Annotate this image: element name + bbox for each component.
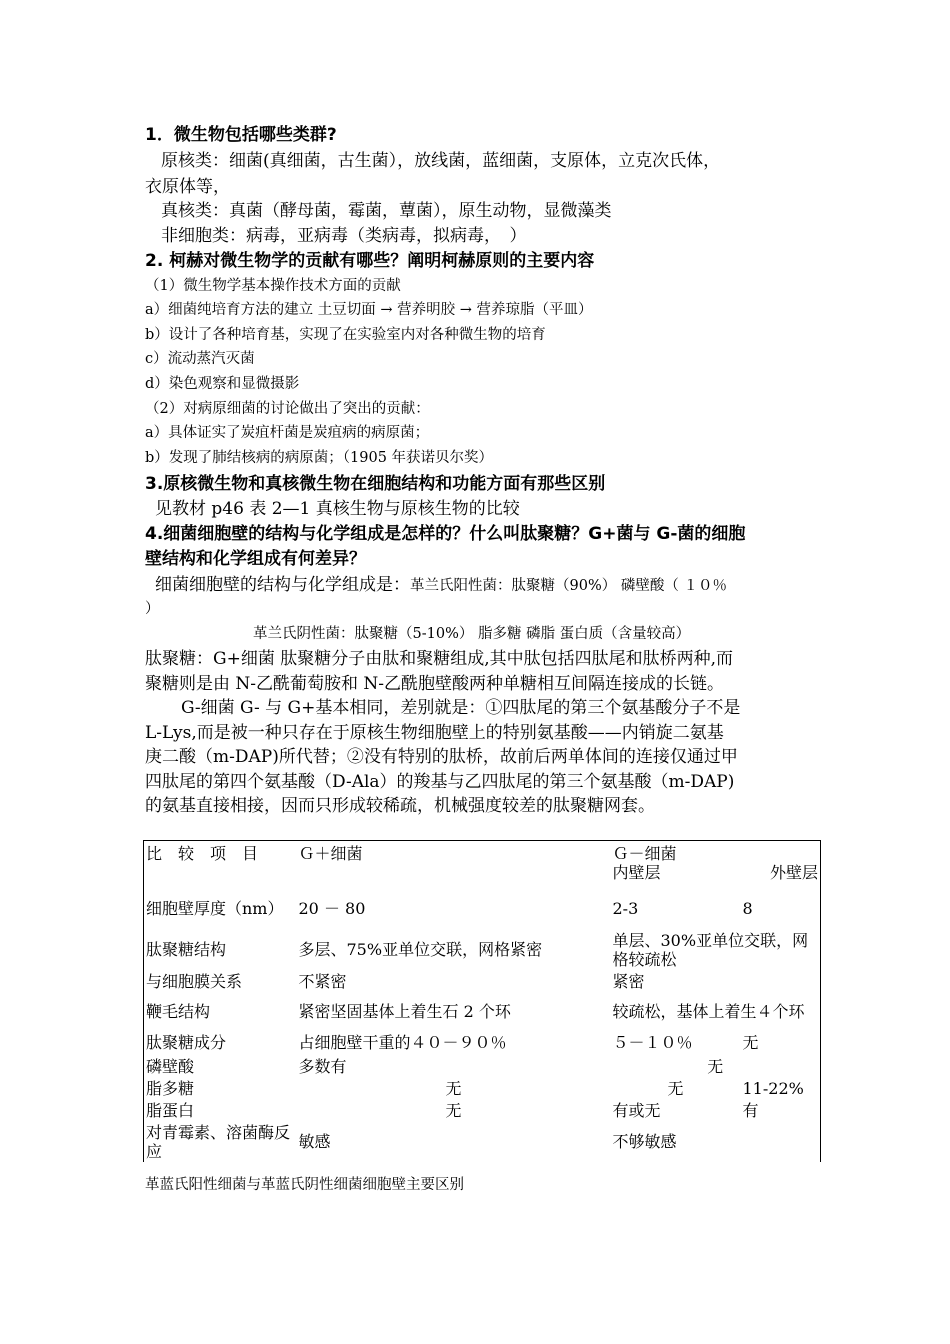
table-row [144,1078,821,1100]
header-layers [613,863,819,882]
q4-composition-end: ） [145,601,160,617]
row-gram-positive-cell: 不紧密 [298,971,347,991]
row-item-cell: 肽聚糖结构 [144,931,297,969]
q4-peptidoglycan-line2: 聚糖则是由 N-乙酰葡萄胺和 N-乙酰胞壁酸两种单糖相互间隔连接成的长链。 [145,674,725,694]
q4-title-line2: 壁结构和化学组成有何差异？ [145,549,366,569]
row-gram-positive-cell: 多数有 [298,1057,347,1077]
row-inner-layer-cell: ５－１０％ [612,1033,693,1053]
table-row [144,1122,821,1162]
q2-point1-c: c）流动蒸汽灭菌 [145,351,255,367]
q4-composition-lead: 细菌细胞壁的结构与化学组成是： [155,575,410,595]
q2-point2: （2）对病原细菌的讨论做出了突出的贡献： [145,401,430,417]
row-gram-positive-cell: 无 [445,1101,462,1121]
q4-composition-gram-negative: 革兰氏阴性菌：肽聚糖（5-10%） 脂多糖 磷脂 蛋白质（含量较高） [253,626,691,642]
q2-point1-a: a）细菌纯培育方法的建立 土豆切面 → 营养明胶 → 营养琼脂（平皿） [145,302,593,318]
row-gram-positive-cell: 敏感 [298,1132,331,1152]
q2-title: 2. 柯赫对微生物学的贡献有哪些？阐明柯赫原则的主要内容 [145,251,595,271]
table-row [144,994,821,1030]
header-outer-layer: 外壁层 [769,863,818,883]
row-item-cell: 脂蛋白 [144,1100,297,1122]
q4-gneg-line5: 的氨基直接相接，因而只形成较稀疏，机械强度较差的肽聚糖网套。 [145,796,655,816]
row-item-cell: 脂多糖 [144,1078,297,1100]
q2-point2-b: b）发现了肺结核病的病原菌；（1905 年获诺贝尔奖） [145,450,494,466]
q4-gneg-line4: 四肽尾的第四个氨基酸（D-Ala）的羧基与乙四肽尾的第三个氨基酸（m-DAP) [145,772,735,792]
table-row [144,887,821,931]
q1-eukaryote: 真核类：真菌（酵母菌，霉菌，蕈菌），原生动物，显微藻类 [161,201,612,221]
header-gram-negative-cell [611,841,821,887]
header-inner-layer: 内壁层 [612,863,661,883]
q1-prokaryote-line1: 原核类：细菌(真细菌，古生菌），放线菌，蓝细菌，支原体，立克次氏体， [161,151,721,171]
q4-gneg-line1: G-细菌 G- 与 G+基本相同，差别就是：①四肽尾的第三个氨基酸分子不是 [181,698,741,718]
row-gram-positive-cell: 多层、75%亚单位交联，网格紧密 [298,940,543,960]
row-outer-layer-cell: 有 [741,1100,821,1122]
row-item-cell: 与细胞膜关系 [144,969,297,994]
row-gram-positive-cell: 占细胞壁干重的４０－９０％ [298,1033,507,1053]
row-inner-layer-cell: 无 [611,1056,821,1078]
table-row [144,931,821,969]
q3-title: 3.原核微生物和真核微生物在细胞结构和功能方面有那些区别 [145,474,606,494]
table-row [144,969,821,994]
row-item-cell: 磷壁酸 [144,1056,297,1078]
q1-prokaryote-line2: 衣原体等， [145,177,230,197]
comparison-table [143,840,821,1162]
q4-gneg-line2: L-Lys,而是被一种只存在于原核生物细胞壁上的特别氨基酸——内销旋二氨基 [145,723,724,743]
row-outer-layer-cell: 8 [741,887,821,931]
row-gram-positive-cell: 无 [445,1079,462,1099]
table-row [144,1030,821,1056]
q4-composition-line [155,577,727,594]
table-row [144,1056,821,1078]
table-caption: 革蓝氏阳性细菌与革蓝氏阴性细菌细胞壁主要区别 [145,1177,464,1193]
row-outer-layer-cell: 无 [741,1030,821,1056]
row-gram-positive-cell: 20 － 80 [298,898,366,918]
row-item-cell: 细胞壁厚度（nm） [144,887,297,931]
table-row [144,1100,821,1122]
row-inner-layer-cell: 单层、30%亚单位交联，网格较疏松 [611,931,821,969]
header-item: 比 较 项 目 [144,841,297,887]
row-inner-layer-cell: 较疏松，基体上着生４个环 [611,994,821,1030]
row-inner-layer-cell: 不够敏感 [611,1122,821,1162]
header-gram-negative: Ｇ－细菌 [612,844,677,863]
q2-point1-d: d）染色观察和显微摄影 [145,376,300,392]
row-item-cell: 肽聚糖成分 [144,1030,297,1056]
q4-peptidoglycan-line1: 肽聚糖：G+细菌 肽聚糖分子由肽和聚糖组成,其中肽包括四肽尾和肽桥两种,而 [145,649,734,669]
row-outer-layer-cell: 11-22% [741,1078,821,1100]
row-item-cell: 对青霉素、溶菌酶反应 [144,1122,297,1162]
q2-point2-a: a）具体证实了炭疽杆菌是炭疽病的病原菌； [145,425,430,441]
table-header-row [144,841,821,887]
header-gram-positive: Ｇ＋细菌 [297,841,611,887]
q4-title-line1: 4.细菌细胞壁的结构与化学组成是怎样的？什么叫肽聚糖？G+菌与 G-菌的细胞 [145,524,746,544]
row-inner-layer-cell: 无 [667,1079,684,1099]
q2-point1-b: b）设计了各种培育基，实现了在实验室内对各种微生物的培育 [145,327,546,343]
q4-gneg-line3: 庚二酸（m-DAP)所代替；②没有特别的肽桥，故前后两单体间的连接仅通过甲 [145,747,738,767]
q1-title: 1．微生物包括哪些类群? [145,125,337,145]
row-inner-layer-cell: 紧密 [611,969,821,994]
q4-composition-gram-positive: 革兰氏阳性菌：肽聚糖（90%） 磷壁酸（ １０％ [410,578,727,594]
row-gram-positive-cell: 紧密坚固基体上着生石 2 个环 [298,1002,511,1022]
q3-answer: 见教材 p46 表 2—1 真核生物与原核生物的比较 [155,499,520,519]
q2-point1: （1）微生物学基本操作技术方面的贡献 [145,278,401,294]
row-item-cell: 鞭毛结构 [144,994,297,1030]
q1-noncellular: 非细胞类：病毒，亚病毒（类病毒，拟病毒， ） [161,226,527,246]
row-inner-layer-cell: 有或无 [612,1101,661,1121]
row-inner-layer-cell: 2-3 [612,898,639,918]
